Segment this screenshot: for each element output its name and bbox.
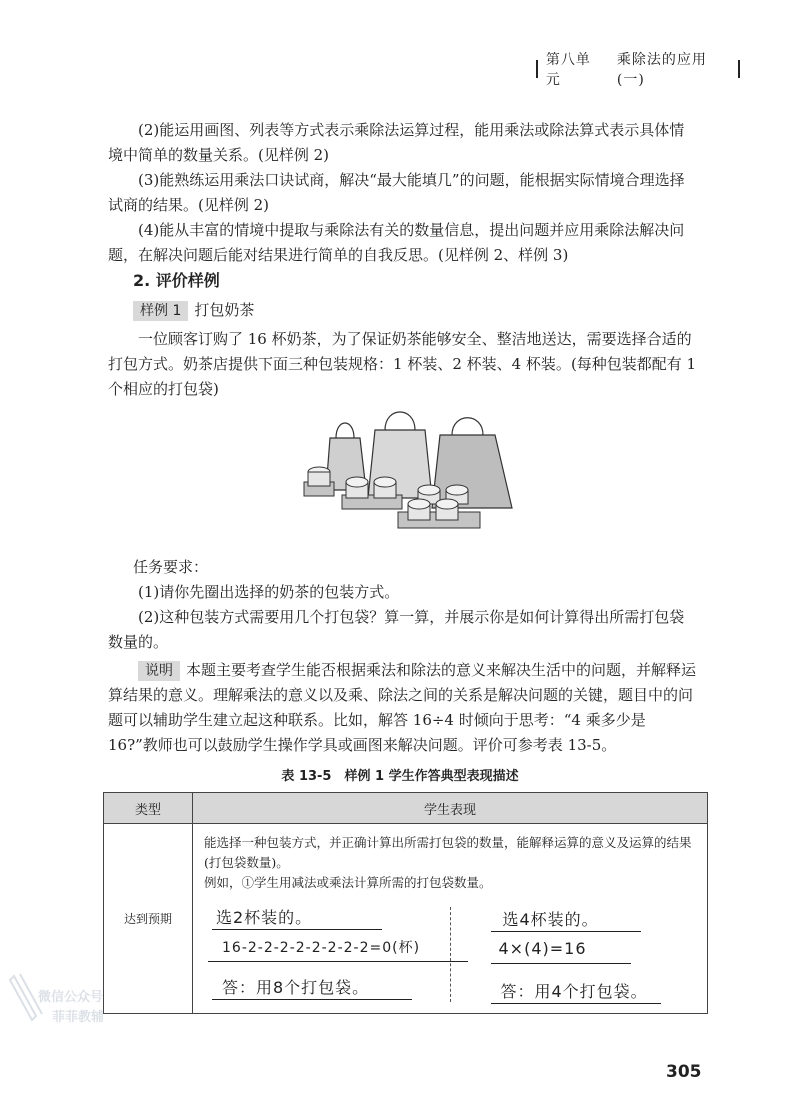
objective-2: (2)能运用画图、列表等方式表示乘除法运算过程，能用乘法或除法算式表示具体情境中简单的数量关系。(见样例 2) xyxy=(108,121,685,164)
note-tag: 说明 xyxy=(138,661,180,681)
example-body: 一位顾客订购了 16 杯奶茶，为了保证奶茶能够安全、整洁地送达，需要选择合适的打包方式。奶茶店提供下面三种包装规格：1 杯装、2 杯装、4 杯装。(每种包装都配有 1 个相应的打包袋) xyxy=(108,330,697,398)
section-heading: 2. 评价样例 xyxy=(133,271,220,290)
header-unit: 第八单元 xyxy=(545,52,591,88)
task-label: 任务要求： xyxy=(133,558,209,576)
right-underline-3 xyxy=(491,1003,661,1004)
right-underline-2 xyxy=(491,963,631,964)
page-number: 305 xyxy=(666,1062,702,1082)
left-underline-2 xyxy=(208,961,468,962)
header-bar-right xyxy=(738,60,740,78)
student-work-right xyxy=(451,897,707,1012)
student-work xyxy=(194,897,706,1012)
note-paragraph xyxy=(108,658,698,758)
header-title: 乘除法的应用(一) xyxy=(616,52,707,88)
header-type: 类型 xyxy=(104,793,193,824)
task-item-1: (1)请你先圈出选择的奶茶的包装方式。 xyxy=(138,583,400,601)
evaluation-table xyxy=(103,792,708,1014)
left-underline-3 xyxy=(212,999,412,1000)
table-caption: 表 13-5 样例 1 学生作答典型表现描述 xyxy=(281,769,519,784)
example-title: 打包奶茶 xyxy=(194,301,255,319)
watermark-line-1: 微信公众号 xyxy=(38,990,104,1005)
example-title-line xyxy=(133,298,533,323)
row-performance xyxy=(193,824,708,1014)
table-row xyxy=(104,824,708,1014)
right-line-3: 答：用4个打包袋。 xyxy=(500,982,648,1001)
note-body: 本题主要考查学生能否根据乘法和除法的意义来解决生活中的问题，并解释运算结果的意义。理解乘法的意义以及乘、除法之间的关系是解决问题的关键，题目中的问题可以辅助学生建立起这种联系。比如，解答 16÷4 时倾向于思考：“4 乘多少是 16?”教师也可以鼓励学生操作学具或画图来解决问题。评价可参考表 13-5。 xyxy=(108,661,697,754)
row-description xyxy=(194,825,706,893)
header-bar-left xyxy=(536,60,538,78)
table-header-row xyxy=(104,793,708,824)
row-desc-2: 例如，①学生用减法或乘法计算所需的打包袋数量。 xyxy=(204,875,492,890)
objective-3: (3)能熟练运用乘法口诀试商，解决“最大能填几”的问题，能根据实际情境合理选择试商的结果。(见样例 2) xyxy=(108,171,685,214)
right-line-1: 选4杯装的。 xyxy=(502,910,599,929)
right-line-2: 4×(4)=16 xyxy=(498,939,587,958)
running-header xyxy=(528,52,748,88)
right-underline-1 xyxy=(491,931,641,932)
objective-4: (4)能从丰富的情境中提取与乘除法有关的数量信息，提出问题并应用乘除法解决问题，在解决问题后能对结果进行简单的自我反思。(见样例 2、样例 3) xyxy=(108,221,685,264)
left-underline-1 xyxy=(212,929,382,930)
student-work-left xyxy=(194,897,450,1012)
watermark xyxy=(8,968,126,1032)
left-line-1: 选2杯装的。 xyxy=(216,908,313,927)
milk-tea-packaging-illustration xyxy=(300,400,520,535)
row-desc-1: 能选择一种包装方式，并正确计算出所需打包袋的数量，能解释运算的意义及运算的结果(打包袋数量)。 xyxy=(204,835,692,870)
example-tag: 样例 1 xyxy=(133,301,188,321)
watermark-line-2: 菲菲教辅 xyxy=(52,1010,105,1025)
task-item-2: (2)这种包装方式需要用几个打包袋？算一算，并展示你是如何计算得出所需打包袋数量的。 xyxy=(108,608,685,651)
header-performance: 学生表现 xyxy=(193,793,708,824)
left-line-2: 16-2-2-2-2-2-2-2-2=0(杯) xyxy=(222,940,421,956)
left-line-3: 答：用8个打包袋。 xyxy=(222,978,370,997)
row-type: 达到预期 xyxy=(104,824,193,1014)
